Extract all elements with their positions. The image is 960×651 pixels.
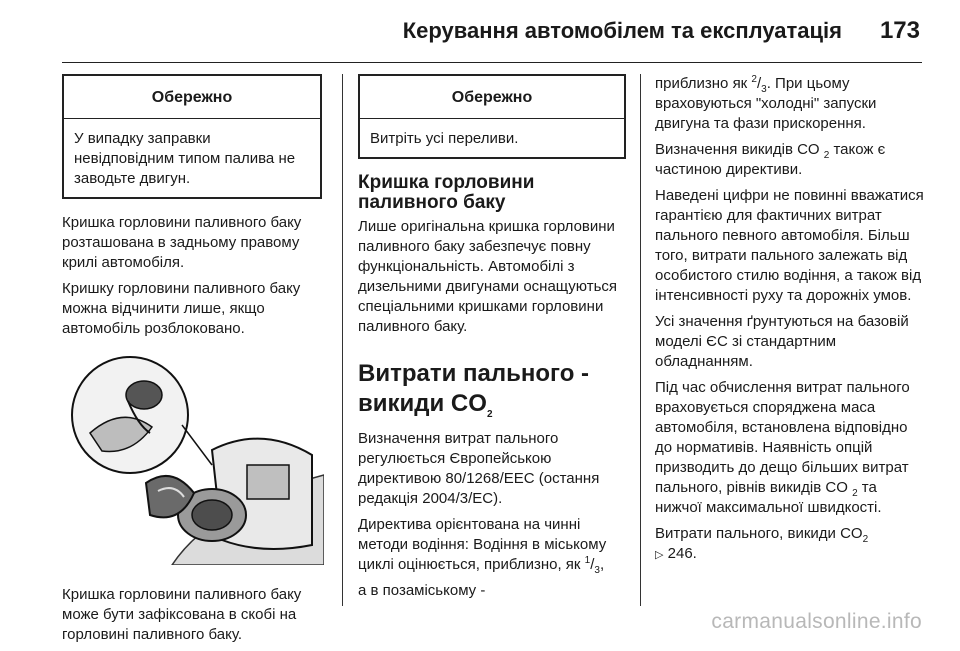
column-2 xyxy=(358,74,626,607)
paragraph: Усі значення ґрунтуються на базовій моделі ЄС зі стандартним обладнанням. xyxy=(655,313,909,370)
paragraph: Під час обчислення витрат пального враховується споряджена маса автомобіля, встановлена відповідно до нормативів. Наявність опцій призводить до дещо більших витрат пального, рівнів викидів CO $_2$ та нижчої максимальної швидкості. xyxy=(655,379,910,516)
section-heading: Кришка горловини паливного баку xyxy=(358,172,535,213)
column-1 xyxy=(62,74,322,651)
column-3 xyxy=(655,74,925,571)
paragraph: Наведені цифри не повинні вважатися гарантією для фактичних витрат пального певного автомобіля. Більш того, витрати пального залежать від особистого стилю водіння, а також від інтенсивності руху та дорожніх умов. xyxy=(655,187,924,304)
paragraph: Директива орієнтована на чинні методи водіння: Водіння в міському циклі оцінюється, приблизно, як $^1/_3$, xyxy=(358,516,607,576)
paragraph: Витрати пального, викиди $CO_2$ ▷ 246. xyxy=(655,525,869,562)
warning-title: Обережно xyxy=(64,76,320,119)
warning-box xyxy=(358,74,626,159)
warning-text: У випадку заправки невідповідним типом палива не заводьте двигун. xyxy=(74,130,296,187)
header-rule xyxy=(62,62,922,63)
paragraph: а в позаміському - xyxy=(358,582,486,599)
fuel-cap-illustration xyxy=(62,355,324,565)
paragraph: Визначення витрат пального регулюється Європейською директивою 80/1268/EEC (остання редакція 2004/3/EC). xyxy=(358,430,600,507)
triangle-right-icon: ▷ xyxy=(655,549,664,561)
column-divider-2 xyxy=(640,74,641,606)
warning-box xyxy=(62,74,322,199)
paragraph: Лише оригінальна кришка горловини паливного баку забезпечує повну функціональність. Автомобілі з дизельними двигунами оснащуються спеціальними кришками горловини паливного баку. xyxy=(358,218,618,335)
watermark: carmanualsonline.info xyxy=(711,610,922,633)
page-header-title: Керування автомобілем та експлуатація xyxy=(402,18,842,43)
page-number: 173 xyxy=(879,17,920,44)
warning-title: Обережно xyxy=(360,76,624,119)
paragraph: приблизно як $^2/_3$. При цьому враховуються "холодні" запуски двигуна та фази прискорення. xyxy=(655,74,877,132)
figure-caption: Кришка горловини паливного баку може бути зафіксована в скобі на горловині паливного баку. xyxy=(62,586,302,643)
warning-text: Витріть усі переливи. xyxy=(370,130,519,147)
paragraph: Кришку горловини паливного баку можна відчинити лише, якщо автомобіль розблоковано. xyxy=(62,280,301,337)
paragraph: Кришка горловини паливного баку розташована в задньому правому крилі автомобіля. xyxy=(62,214,302,271)
page-reference-link[interactable]: 246. xyxy=(667,545,697,562)
main-heading: Витрати пального - викиди $CO_2$ xyxy=(358,360,590,420)
column-divider-1 xyxy=(342,74,343,606)
paragraph: Визначення викидів CO $_2$ також є частиною директиви. xyxy=(655,141,886,178)
